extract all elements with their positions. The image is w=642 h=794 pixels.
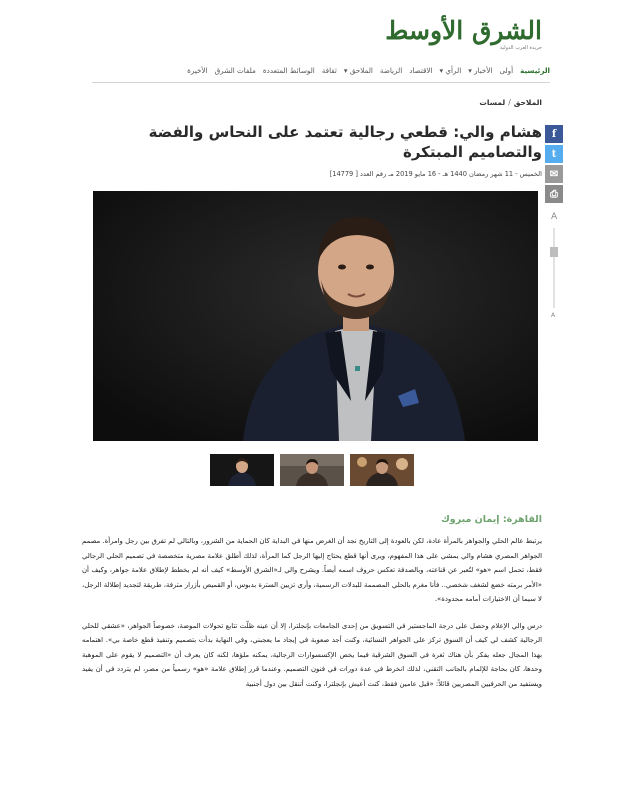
breadcrumb-separator: / <box>508 98 511 107</box>
breadcrumb-subsection[interactable]: لمسات <box>479 98 506 107</box>
portrait-image <box>93 191 538 441</box>
article-paragraph: درس والي الإعلام وحصل على درجة الماجستير في التسويق من إحدى الجامعات بإنجلترا، إلا أن عينه ظلّت تتابع تحولات الموضة، خصوصاً الجواهر، «عشقي للحلي الرجالية كشف لي كيف أن السوق تركز على الجواهر النسائية، وكنت أجد صعوبة في إيجاد ما يعجبني، وفي النهاية بدأت بتصميم وتنفيذ قطع خاصة بي». اهتمامه بهذا المجال جعله يفكر بأن هناك ثغرة في السوق الشرقية فيما يخص الإكسسوارات الرجالية، يمكنه ملؤها، لكنه كان يعرف أن «التصميم لا يقوم على الموهبة وحدها، كان بحاجة للإلمام بالجانب التقني، لذلك انخرط في عدة دورات في فنون التصميم. وعندما قرر إطلاق علامة «هو» رسمياً من مصر، لم يتردد في أن يفيد ويستفيد من الحرفيين المصريين قائلاً: «قبل عامين فقط، كنت أعيش بإنجلترا، وكنت أتنقل بين دول أجنبية <box>82 621 542 688</box>
nav-item-opinion[interactable]: الرأي ▾ <box>439 65 462 75</box>
font-decrease-icon[interactable]: A <box>551 312 556 319</box>
nav-item-sports[interactable]: الرياضة <box>379 65 403 75</box>
nav-item-last[interactable]: الأخيرة <box>187 65 208 75</box>
font-size-slider[interactable] <box>553 228 555 308</box>
logo-text: الشرق الأوسط <box>385 16 542 45</box>
article-paragraph: يرتبط عالم الحلي والجواهر بالمرأة عادة، لكن بالعودة إلى التاريخ نجد أن الغرض منها في البداية كان الحماية من الشرور، وبالتالي لم تفرق بين رجل وامرأة. مصمم الجواهر المصري هشام والي يمشي على هذا المفهوم، ويرى أنها قطع يحتاج إليها الرجل كما المرأة، لذلك أطلق علامة مصرية متخصصة في تصميم الحلي الرجالي فقط، تحمل اسم «هو» لتُعبر عن قناعته، وبالصدفة تعكس حروف اسمه أيضاً. ويشرح والي لـ«الشرق الأوسط» كيف أنه لم يخطط لإطلاق علامة جواهر، وكيف أن «الأمر برمته خضع لشغف شخصي.. فأنا مغرم بالحلي المصممة للبدلات الرسمية، وأرى تزيين السترة بدبوس، أو القميص بأزرار مترفة، طريقة لتجديد إطلالة الرجل، لا سيما أن الاختيارات أمامه محدودة». <box>82 537 542 603</box>
article-meta: الخميس - 11 شهر رمضان 1440 هـ - 16 مايو 2019 مـ رقم العدد [ 14779] <box>329 170 542 178</box>
article-main-photo[interactable] <box>93 191 538 441</box>
nav-item-economy[interactable]: الاقتصاد <box>409 65 433 75</box>
breadcrumb-section[interactable]: الملاحق <box>513 98 542 107</box>
article-title: هشام والي: قطعي رجالية تعتمد على النحاس والفضة والتصاميم المبتكرة <box>148 123 542 161</box>
thumbnail-1[interactable] <box>210 454 274 486</box>
article-author: القاهرة: إيمان مبروك <box>441 514 542 525</box>
print-icon[interactable]: ⎙ <box>545 185 563 203</box>
facebook-icon[interactable]: f <box>545 125 563 143</box>
share-toolbar <box>545 125 563 203</box>
nav-divider <box>92 82 550 83</box>
nav-item-front[interactable]: أولى <box>499 65 514 75</box>
nav-item-home[interactable]: الرئيسية <box>520 65 550 75</box>
font-increase-icon[interactable]: A <box>551 212 558 222</box>
site-logo[interactable] <box>385 18 542 51</box>
thumbnail-2[interactable] <box>280 454 344 486</box>
main-nav <box>92 62 550 78</box>
email-icon[interactable]: ✉ <box>545 165 563 183</box>
nav-item-supplements[interactable]: الملاحق ▾ <box>343 65 373 75</box>
thumbnail-3[interactable] <box>350 454 414 486</box>
nav-item-culture[interactable]: ثقافة <box>321 65 337 75</box>
font-size-slider-thumb[interactable] <box>550 247 558 257</box>
breadcrumb <box>479 98 542 107</box>
logo-tagline: جريدة العرب الدولية <box>499 45 542 51</box>
article-body <box>82 534 542 703</box>
photo-thumbnails <box>210 454 414 486</box>
nav-item-files[interactable]: ملفات الشرق <box>214 65 256 75</box>
nav-item-multimedia[interactable]: الوسائط المتعددة <box>262 65 315 75</box>
nav-item-news[interactable]: الأخبار ▾ <box>468 65 493 75</box>
twitter-icon[interactable]: t <box>545 145 563 163</box>
